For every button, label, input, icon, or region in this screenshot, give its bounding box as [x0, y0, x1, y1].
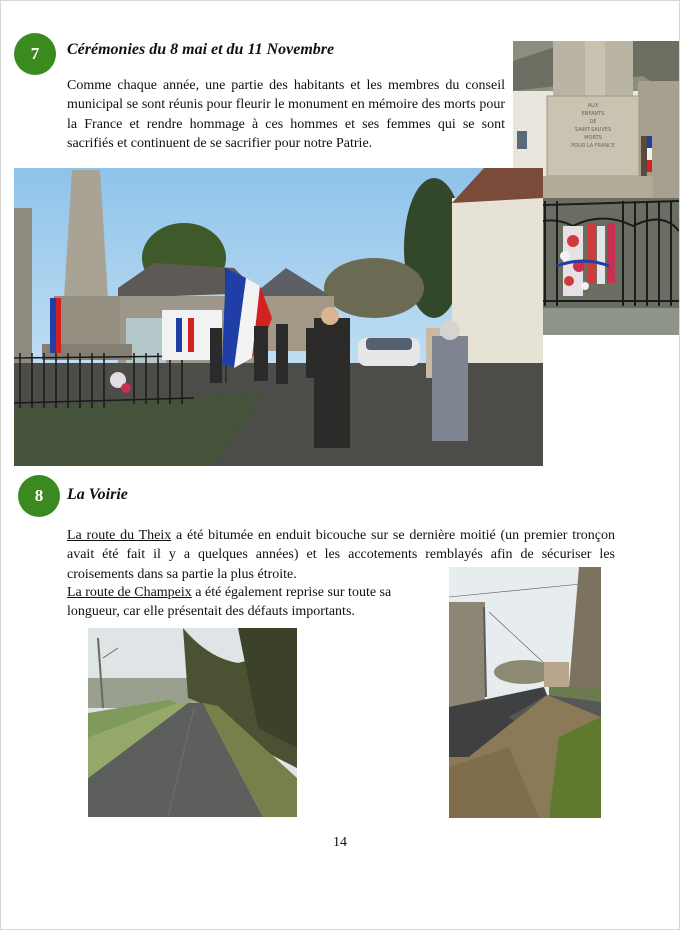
ceremony-photo	[14, 168, 543, 466]
section-7-number: 7	[30, 44, 40, 63]
section-8-number: 8	[34, 486, 44, 505]
road-champeix-photo-drawing	[449, 567, 601, 818]
road-theix-photo-drawing	[88, 628, 297, 817]
inscription-line-3: DE	[589, 119, 597, 125]
inscription-line-6: POUR LA FRANCE	[571, 143, 615, 149]
section-8-badge	[18, 475, 60, 517]
page-number: 14	[333, 835, 347, 850]
road-champeix-name: La route de Champeix	[67, 585, 192, 600]
section-7-badge	[14, 33, 56, 75]
section-8-title: La Voirie	[67, 486, 128, 503]
road-champeix-paragraph	[67, 583, 447, 622]
section-7-title: Cérémonies du 8 mai et du 11 Novembre	[67, 41, 335, 58]
road-theix-name: La route du Theix	[67, 528, 172, 543]
inscription-line-5: MORTS	[584, 135, 602, 141]
road-theix-text: a été bitumée en enduit bicouche sur se dernière moitié (un premier tronçon avait été fait il y a quelques années) et les accotements remblayés afin de sécuriser les croisements dans sa partie la plus étroite.	[67, 528, 615, 582]
road-champeix-photo	[449, 567, 601, 818]
ceremony-photo-drawing	[14, 168, 543, 466]
road-champeix-text: a été également reprise sur toute sa longueur, car elle présentait des défauts importants.	[67, 585, 392, 620]
inscription-line-1: AUX	[587, 103, 599, 109]
section-7-paragraph: Comme chaque année, une partie des habitants et les membres du conseil municipal se sont réunis pour fleurir le monument en mémoire des morts pour la France et rendre hommage à ces hommes et ses femmes qui se sont sacrifiés et continuent de se sacrifier pour notre Patrie.	[67, 78, 505, 151]
road-theix-photo	[88, 628, 297, 817]
inscription-line-4: SAINT-SAUVES	[574, 127, 612, 133]
inscription-line-2: ENFANTS	[581, 111, 605, 117]
